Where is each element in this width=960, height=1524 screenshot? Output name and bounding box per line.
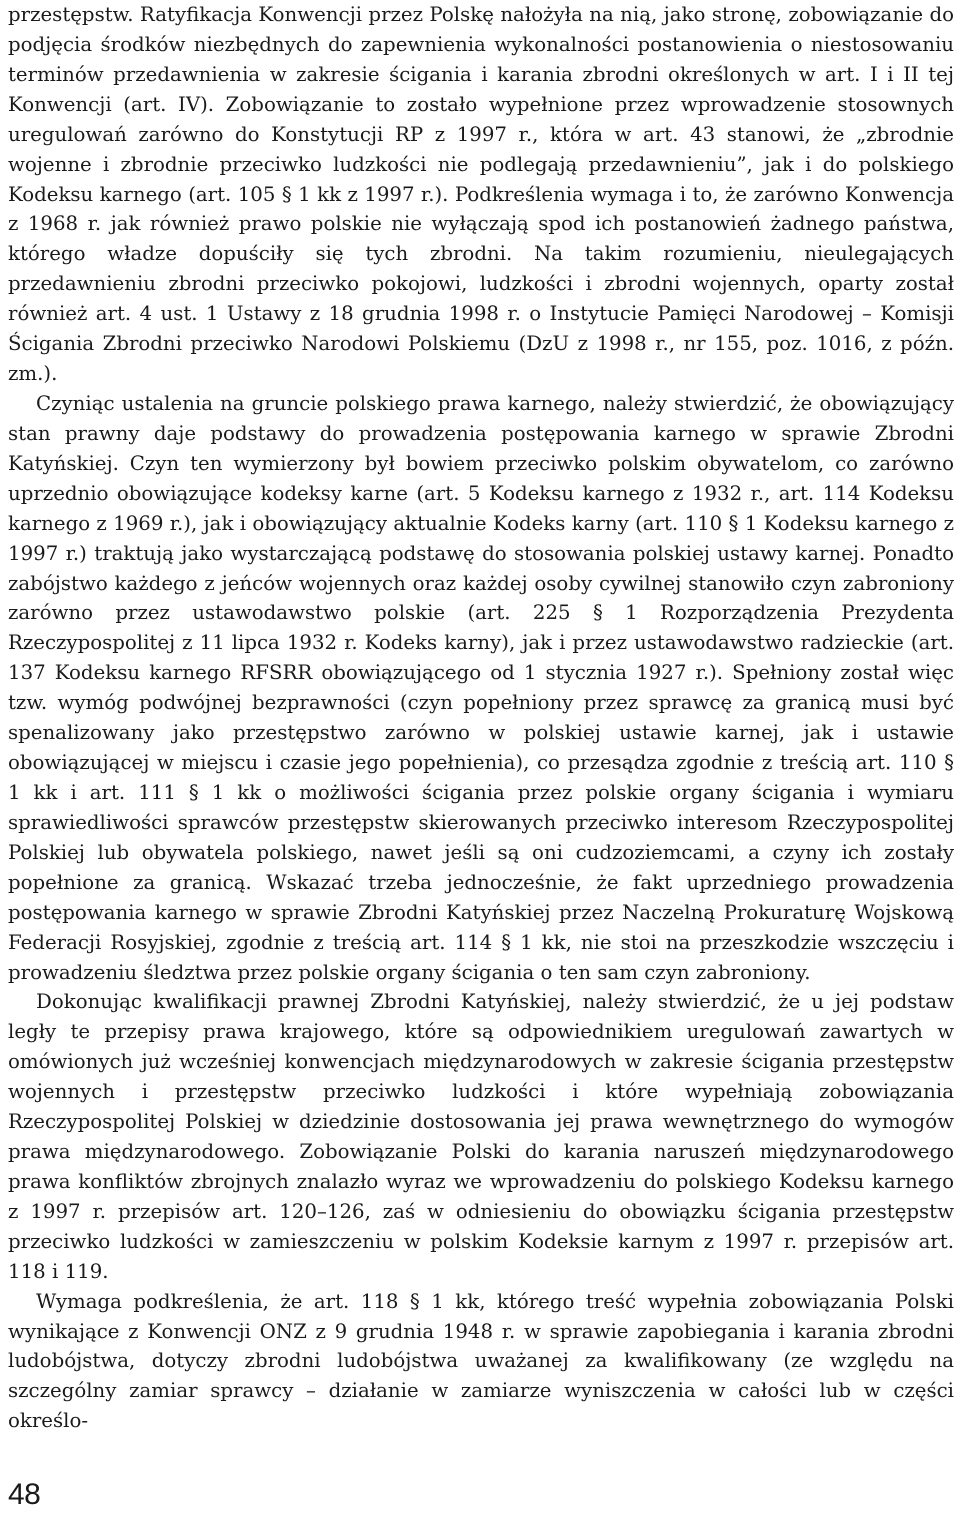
paragraph-4: Wymaga podkreślenia, że art. 118 § 1 kk, którego treść wypełnia zobowiązania Polski wynikające z Konwencji ONZ z 9 grudnia 1948 r. w sprawie zapobiegania i karania zbrodni ludobójstwa, dotyczy zbrodni ludobójstwa uważanej za kwalifikowany (ze względu na szczególny zamiar sprawcy – działanie w zamiarze wyniszczenia w całości lub w części określo-: [8, 1289, 954, 1433]
page-number: 48: [8, 1478, 41, 1511]
paragraph-3: Dokonując kwalifikacji prawnej Zbrodni Katyńskiej, należy stwierdzić, że u jej podstaw legły te przepisy prawa krajowego, które są odpowiednikiem uregulowań zawartych w omówionych już wcześniej konwencjach międzynarodowych w zakresie ścigania przestępstw wojennych i przestępstw przeciwko ludzkości i które wypełniają zobowiązania Rzeczypospolitej Polskiej w dziedzinie dostosowania jej prawa wewnętrznego do wymogów prawa międzynarodowego. Zobowiązanie Polski do karania naruszeń międzynarodowego prawa konfliktów zbrojnych znalazło wyraz we wprowadzeniu do polskiego Kodeksu karnego z 1997 r. przepisów art. 120–126, zaś w odniesieniu do obowiązku ścigania przestępstw przeciwko ludzkości w zamieszczeniu w polskim Kodeksie karnym z 1997 r. przepisów art. 118 i 119.: [8, 990, 954, 1283]
paragraph-1: przestępstw. Ratyfikacja Konwencji przez Polskę nałożyła na nią, jako stronę, zobowiązanie do podjęcia środków niezbędnych do zapewnienia wykonalności postanowienia o niestosowaniu terminów przedawnienia w zakresie ścigania i karania zbrodni określonych w art. I i II tej Konwencji (art. IV). Zobowiązanie to zostało wypełnione przez wprowadzenie stosownych uregulowań zarówno do Konstytucji RP z 1997 r., która w art. 43 stanowi, że „zbrodnie wojenne i zbrodnie przeciwko ludzkości nie podlegają przedawnieniu”, jak i do polskiego Kodeksu karnego (art. 105 § 1 kk z 1997 r.). Podkreślenia wymaga i to, że zarówno Konwencja z 1968 r. jak również prawo polskie nie wyłączają spod ich postanowień żadnego państwa, którego władze dopuściły się tych zbrodni. Na takim rozumieniu, nieulegających przedawnieniu zbrodni przeciwko pokojowi, ludzkości i zbrodni wojennych, oparty został również art. 4 ust. 1 Ustawy z 18 grudnia 1998 r. o Instytucie Pamięci Narodowej – Komisji Ścigania Zbrodni przeciwko Narodowi Polskiemu (DzU z 1998 r., nr 155, poz. 1016, z późn. zm.).: [8, 3, 954, 386]
body-text: [8, 0, 954, 1436]
paragraph-2: Czyniąc ustalenia na gruncie polskiego prawa karnego, należy stwierdzić, że obowiązujący stan prawny daje podstawy do prowadzenia postępowania karnego w sprawie Zbrodni Katyńskiej. Czyn ten wymierzony był bowiem przeciwko polskim obywatelom, co zarówno uprzednio obowiązujące kodeksy karne (art. 5 Kodeksu karnego z 1932 r., art. 114 Kodeksu karnego z 1969 r.), jak i obowiązujący aktualnie Kodeks karny (art. 110 § 1 Kodeksu karnego z 1997 r.) traktują jako wystarczającą podstawę do stosowania polskiej ustawy karnej. Ponadto zabójstwo każdego z jeńców wojennych oraz każdej osoby cywilnej stanowiło czyn zabroniony zarówno przez ustawodawstwo polskie (art. 225 § 1 Rozporządzenia Prezydenta Rzeczypospolitej z 11 lipca 1932 r. Kodeks karny), jak i przez ustawodawstwo radzieckie (art. 137 Kodeksu karnego RFSRR obowiązującego od 1 stycznia 1927 r.). Spełniony został więc tzw. wymóg podwójnej bezprawności (czyn popełniony przez sprawcę za granicą musi być spenalizowany jako przestępstwo zarówno w polskiej ustawie karnej, jak i ustawie obowiązującej w miejscu i czasie jego popełnienia), co przesądza zgodnie z treścią art. 110 § 1 kk i art. 111 § 1 kk o możliwości ścigania przez polskie organy ścigania i wymiaru sprawiedliwości sprawców przestępstw skierowanych przeciwko interesom Rzeczypospolitej Polskiej lub obywatela polskiego, nawet jeśli są oni cudzoziemcami, a czyny ich zostały popełnione za granicą. Wskazać trzeba jednocześnie, że fakt uprzedniego prowadzenia postępowania karnego w sprawie Zbrodni Katyńskiej przez Naczelną Prokuraturę Wojskową Federacji Rosyjskiej, zgodnie z treścią art. 114 § 1 kk, nie stoi na przeszkodzie wszczęciu i prowadzeniu śledztwa przez polskie organy ścigania o ten sam czyn zabroniony.: [8, 391, 954, 984]
document-page: [8, 0, 954, 1524]
